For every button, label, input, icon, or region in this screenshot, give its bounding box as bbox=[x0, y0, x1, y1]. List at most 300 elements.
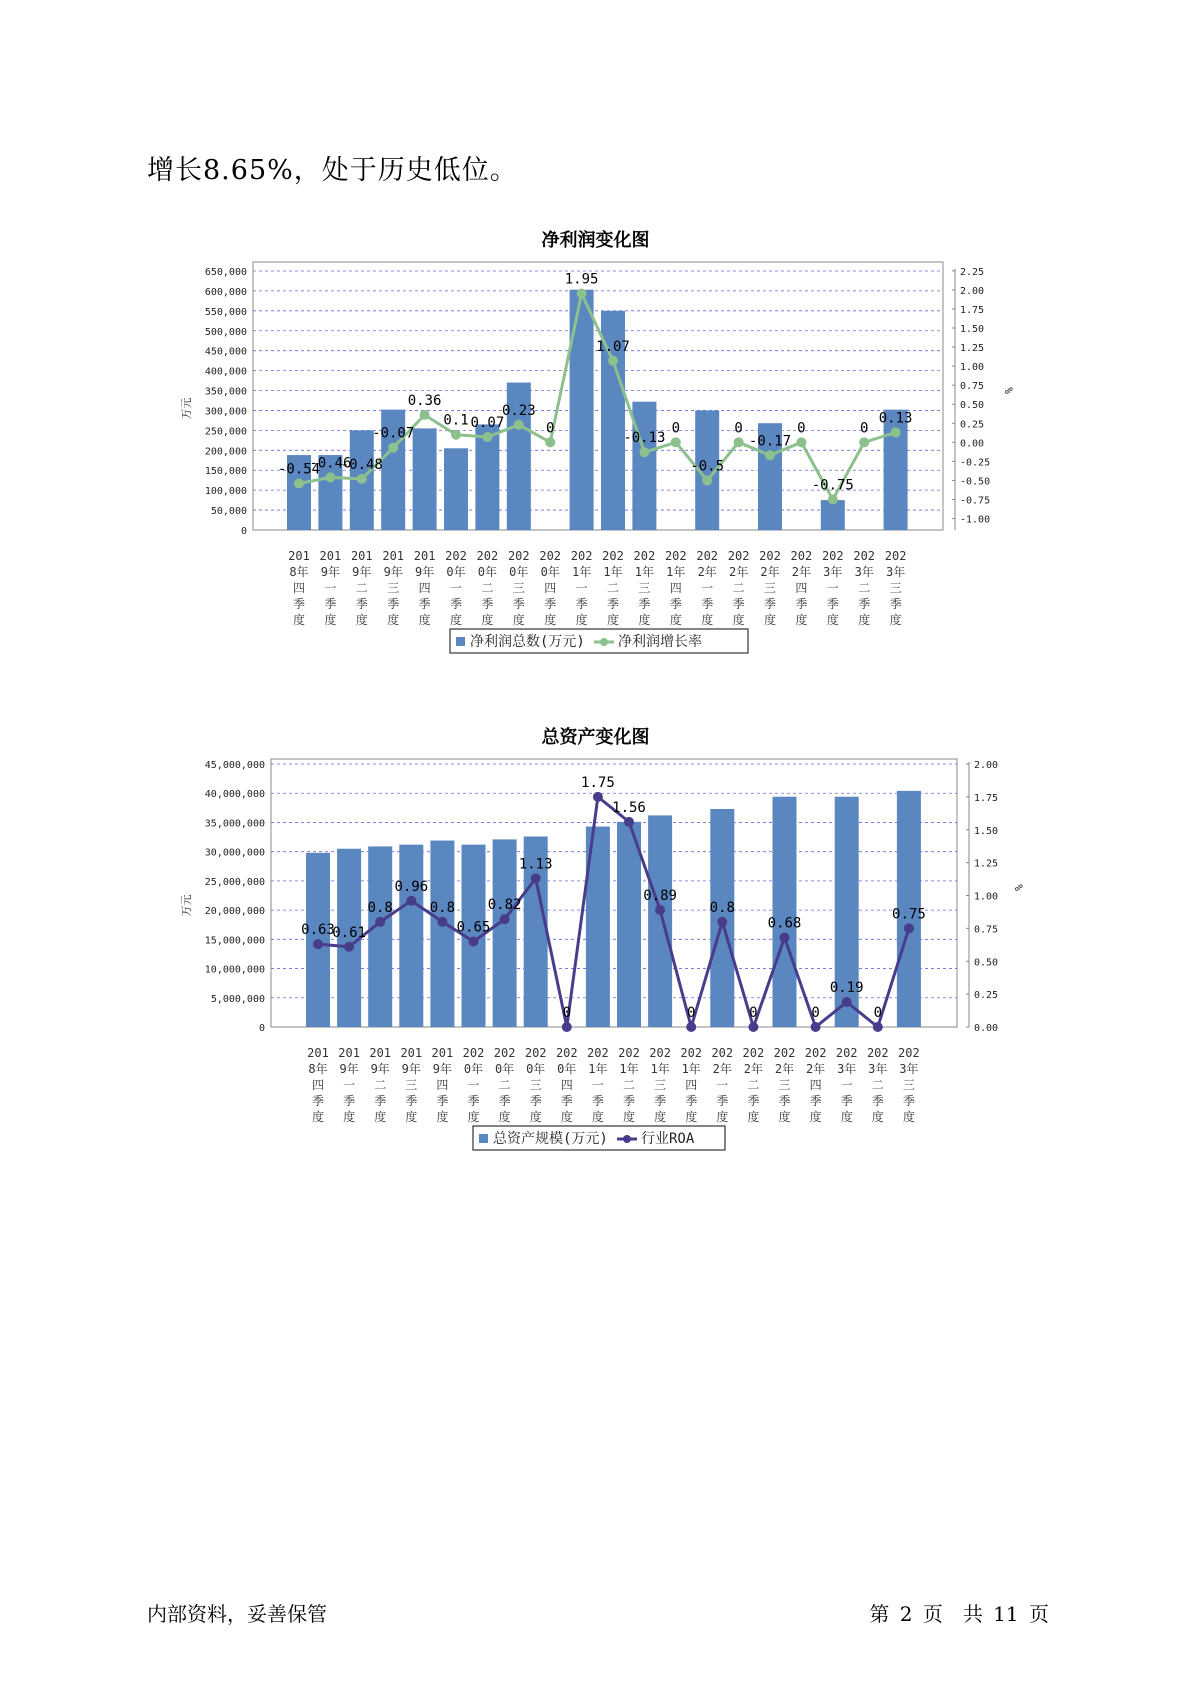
x-tick-label: 2年 bbox=[760, 565, 780, 579]
x-tick-label: 202 bbox=[696, 549, 719, 563]
x-tick-label: 季 bbox=[481, 597, 494, 611]
x-tick-label: 3年 bbox=[823, 565, 843, 579]
line-point bbox=[842, 997, 852, 1007]
x-tick-label: 度 bbox=[498, 1110, 511, 1124]
x-tick-label: 二 bbox=[858, 581, 871, 595]
x-tick-label: 季 bbox=[701, 597, 714, 611]
data-label: 0.75 bbox=[892, 906, 926, 923]
line-point bbox=[593, 792, 603, 802]
y-tick-label: 100,000 bbox=[204, 486, 247, 498]
line-point bbox=[891, 427, 901, 437]
x-tick-label: 0年 bbox=[477, 565, 498, 579]
y2-tick-label: 0.25 bbox=[974, 990, 999, 1002]
x-tick-label: 8年 bbox=[289, 565, 309, 579]
x-tick-label: 度 bbox=[467, 1110, 480, 1124]
data-label: 1.56 bbox=[612, 799, 646, 816]
x-tick-label: 度 bbox=[544, 613, 557, 627]
x-tick-label: 一 bbox=[826, 581, 839, 595]
x-tick-label: 度 bbox=[418, 613, 431, 627]
x-tick-label: 202 bbox=[524, 1046, 547, 1060]
net-profit-chart bbox=[0, 250, 1191, 680]
line-point bbox=[655, 905, 665, 915]
x-tick-label: 202 bbox=[539, 549, 562, 563]
x-tick-label: 1年 bbox=[650, 1062, 670, 1076]
x-tick-label: 9年 bbox=[414, 565, 435, 579]
x-tick-label: 季 bbox=[716, 1094, 729, 1108]
x-tick-label: 201 bbox=[400, 1046, 423, 1060]
intro-paragraph: 增长8.65%，处于历史低位。 bbox=[147, 155, 518, 186]
x-tick-label: 2年 bbox=[743, 1062, 764, 1076]
x-tick-label: 1年 bbox=[666, 565, 686, 579]
data-label: -0.75 bbox=[811, 477, 854, 494]
x-tick-label: 201 bbox=[288, 549, 310, 563]
data-label: -0.46 bbox=[309, 455, 352, 472]
x-tick-label: 度 bbox=[311, 1110, 325, 1124]
line-point bbox=[765, 450, 775, 460]
x-tick-label: 201 bbox=[382, 549, 405, 563]
y-tick-label: 0 bbox=[240, 526, 247, 537]
x-tick-label: 202 bbox=[570, 549, 593, 563]
x-tick-label: 度 bbox=[387, 613, 400, 627]
x-tick-label: 202 bbox=[587, 1046, 609, 1060]
data-label: 0.23 bbox=[501, 402, 536, 419]
x-tick-label: 度 bbox=[716, 1110, 729, 1124]
data-label: 0.61 bbox=[332, 924, 366, 941]
y2-tick-label: 1.25 bbox=[960, 343, 985, 355]
y-tick-label: 350,000 bbox=[204, 386, 247, 398]
data-label: 0.65 bbox=[456, 919, 491, 936]
line-point bbox=[639, 447, 649, 457]
y-tick-label: 400,000 bbox=[204, 366, 247, 378]
data-label: 0 bbox=[797, 420, 806, 437]
x-tick-label: 季 bbox=[871, 1094, 884, 1108]
bar bbox=[617, 822, 641, 1027]
x-tick-label: 3年 bbox=[837, 1062, 857, 1076]
data-label: 0.8 bbox=[429, 899, 456, 916]
x-tick-label: 度 bbox=[826, 613, 839, 627]
line-point bbox=[702, 475, 712, 485]
x-tick-label: 一 bbox=[575, 581, 588, 595]
total-assets-chart bbox=[0, 747, 1191, 1177]
line-point bbox=[811, 1022, 821, 1032]
x-tick-label: 2年 bbox=[774, 1062, 795, 1076]
bar bbox=[444, 448, 468, 530]
data-label: 1.13 bbox=[518, 856, 553, 873]
data-label: 0 bbox=[873, 1005, 883, 1021]
y2-tick-label: 2.00 bbox=[974, 760, 999, 771]
x-tick-label: 二 bbox=[871, 1078, 884, 1092]
x-tick-label: 202 bbox=[633, 549, 656, 563]
x-tick-label: 0年 bbox=[494, 1062, 515, 1076]
x-tick-label: 四 bbox=[809, 1078, 822, 1092]
x-tick-label: 202 bbox=[835, 1046, 858, 1060]
y2-tick-label: -0.25 bbox=[960, 457, 991, 469]
x-tick-label: 度 bbox=[858, 613, 871, 627]
data-label: 0.8 bbox=[367, 899, 393, 916]
y-tick-label: 250,000 bbox=[204, 426, 247, 438]
x-tick-label: 度 bbox=[795, 613, 808, 627]
x-tick-label: 2年 bbox=[791, 565, 812, 579]
x-tick-label: 8年 bbox=[308, 1062, 328, 1076]
x-tick-label: 三 bbox=[778, 1078, 791, 1092]
x-tick-label: 季 bbox=[826, 597, 839, 611]
x-tick-label: 9年 bbox=[352, 565, 372, 579]
line-point bbox=[325, 472, 335, 482]
x-tick-label: 四 bbox=[418, 581, 431, 595]
x-tick-label: 一 bbox=[840, 1078, 853, 1092]
x-tick-label: 四 bbox=[436, 1078, 449, 1092]
y2-tick-label: 2.00 bbox=[960, 285, 985, 297]
x-tick-label: 202 bbox=[866, 1046, 889, 1060]
data-label: 0.8 bbox=[709, 899, 735, 916]
x-tick-label: 季 bbox=[763, 597, 777, 611]
x-tick-label: 季 bbox=[747, 1094, 760, 1108]
line-point bbox=[828, 495, 838, 505]
x-tick-label: 三 bbox=[889, 581, 902, 595]
line-point bbox=[437, 917, 447, 927]
x-tick-label: 季 bbox=[418, 597, 431, 611]
y-tick-label: 5,000,000 bbox=[210, 993, 265, 1005]
x-tick-label: 度 bbox=[763, 613, 777, 627]
line-point bbox=[313, 939, 323, 949]
x-tick-label: 度 bbox=[481, 613, 494, 627]
legend bbox=[473, 1126, 725, 1150]
legend-swatch-bar bbox=[479, 1134, 488, 1143]
x-tick-label: 度 bbox=[529, 1110, 542, 1124]
x-tick-label: 一 bbox=[591, 1078, 604, 1092]
data-label: -0.48 bbox=[340, 456, 383, 473]
x-tick-label: 一 bbox=[449, 581, 463, 595]
x-tick-label: 202 bbox=[664, 549, 687, 563]
line-point bbox=[514, 420, 524, 430]
chart-title-total-assets: 总资产变化图 bbox=[541, 727, 650, 748]
x-tick-label: 三 bbox=[763, 581, 777, 595]
x-tick-label: 202 bbox=[853, 549, 876, 563]
x-tick-label: 3年 bbox=[854, 565, 874, 579]
x-tick-label: 2年 bbox=[712, 1062, 732, 1076]
data-label: -0.54 bbox=[277, 461, 321, 478]
y-tick-label: 600,000 bbox=[204, 286, 247, 298]
data-label: -0.5 bbox=[690, 458, 725, 475]
line-point bbox=[748, 1022, 758, 1032]
x-tick-label: 度 bbox=[436, 1110, 449, 1124]
y2-tick-label: 1.25 bbox=[974, 858, 999, 870]
line-point bbox=[406, 896, 416, 906]
x-tick-label: 季 bbox=[685, 1094, 698, 1108]
x-tick-label: 度 bbox=[575, 613, 588, 627]
x-tick-label: 度 bbox=[685, 1110, 698, 1124]
y2-tick-label: 1.00 bbox=[960, 362, 985, 374]
x-tick-label: 二 bbox=[606, 581, 620, 595]
line-point bbox=[717, 917, 727, 927]
data-label: 0.89 bbox=[643, 887, 677, 904]
x-tick-label: 1年 bbox=[681, 1062, 701, 1076]
x-tick-label: 三 bbox=[387, 581, 400, 595]
x-tick-label: 1年 bbox=[588, 1062, 608, 1076]
line-point bbox=[796, 437, 806, 447]
x-tick-label: 季 bbox=[622, 1094, 636, 1108]
legend bbox=[450, 629, 748, 653]
x-tick-label: 二 bbox=[374, 1078, 387, 1092]
bar bbox=[413, 428, 437, 530]
x-tick-label: 季 bbox=[405, 1094, 418, 1108]
x-tick-label: 四 bbox=[795, 581, 808, 595]
x-tick-label: 季 bbox=[654, 1094, 667, 1108]
line-point bbox=[904, 923, 914, 933]
x-tick-label: 四 bbox=[544, 581, 557, 595]
x-tick-label: 201 bbox=[307, 1046, 329, 1060]
footer-page-number: 第 2 页 共 11 页 bbox=[869, 1602, 1049, 1626]
line-point bbox=[500, 914, 510, 924]
y2-tick-label: 0.25 bbox=[960, 419, 985, 431]
y-tick-label: 25,000,000 bbox=[204, 876, 265, 888]
x-tick-label: 202 bbox=[507, 549, 530, 563]
x-tick-label: 季 bbox=[889, 597, 902, 611]
footer-confidential: 内部资料，妥善保管 bbox=[147, 1602, 327, 1626]
y2-tick-label: 0.50 bbox=[974, 957, 999, 969]
x-tick-label: 季 bbox=[902, 1094, 915, 1108]
y-tick-label: 450,000 bbox=[204, 346, 247, 358]
x-tick-label: 季 bbox=[669, 597, 682, 611]
x-tick-label: 季 bbox=[529, 1094, 542, 1108]
x-tick-label: 季 bbox=[292, 597, 306, 611]
y-tick-label: 15,000,000 bbox=[204, 935, 265, 947]
x-tick-label: 四 bbox=[669, 581, 682, 595]
x-tick-label: 季 bbox=[732, 597, 745, 611]
bar bbox=[430, 841, 454, 1027]
x-tick-label: 1年 bbox=[634, 565, 655, 579]
data-label: 0.68 bbox=[767, 915, 802, 932]
x-tick-label: 季 bbox=[311, 1094, 325, 1108]
bar bbox=[399, 845, 423, 1027]
x-tick-label: 2年 bbox=[805, 1062, 826, 1076]
x-tick-label: 二 bbox=[732, 581, 745, 595]
data-label: 0 bbox=[734, 420, 743, 437]
x-tick-label: 季 bbox=[436, 1094, 449, 1108]
x-tick-label: 202 bbox=[555, 1046, 578, 1060]
x-tick-label: 201 bbox=[431, 1046, 454, 1060]
data-label: 0 bbox=[811, 1005, 820, 1021]
x-tick-label: 度 bbox=[405, 1110, 418, 1124]
line-point bbox=[562, 1022, 572, 1032]
x-tick-label: 一 bbox=[701, 581, 714, 595]
x-tick-label: 季 bbox=[638, 597, 651, 611]
line-point bbox=[357, 474, 367, 484]
x-tick-label: 1年 bbox=[619, 1062, 639, 1076]
legend-label-line: 净利润增长率 bbox=[618, 634, 702, 650]
data-label: 0.1 bbox=[443, 412, 469, 429]
y2-tick-label: -0.75 bbox=[960, 495, 991, 507]
x-tick-label: 度 bbox=[512, 613, 525, 627]
y-tick-label: 35,000,000 bbox=[204, 818, 265, 830]
x-tick-label: 202 bbox=[898, 1046, 920, 1060]
y-tick-label: 0 bbox=[258, 1023, 265, 1034]
x-tick-label: 季 bbox=[498, 1094, 511, 1108]
x-tick-label: 季 bbox=[575, 597, 588, 611]
line-point bbox=[469, 937, 479, 947]
data-label: 1.95 bbox=[564, 271, 599, 288]
y2-tick-label: -0.50 bbox=[960, 476, 991, 488]
x-tick-label: 9年 bbox=[320, 565, 341, 579]
line-point bbox=[671, 437, 681, 447]
x-tick-label: 度 bbox=[809, 1110, 822, 1124]
y-tick-label: 30,000,000 bbox=[204, 847, 265, 859]
data-label: 0 bbox=[562, 1005, 572, 1021]
x-tick-label: 三 bbox=[638, 581, 651, 595]
x-tick-label: 2年 bbox=[697, 565, 717, 579]
legend-swatch-marker bbox=[623, 1135, 631, 1143]
line-point bbox=[545, 437, 555, 447]
x-tick-label: 二 bbox=[481, 581, 494, 595]
x-tick-label: 201 bbox=[338, 1046, 360, 1060]
y2-tick-label: 0.75 bbox=[960, 381, 985, 393]
x-tick-label: 201 bbox=[350, 549, 373, 563]
x-tick-label: 二 bbox=[355, 581, 368, 595]
y-tick-label: 550,000 bbox=[204, 306, 247, 318]
x-tick-label: 202 bbox=[773, 1046, 796, 1060]
data-label: 0 bbox=[545, 420, 555, 437]
data-label: 0.82 bbox=[487, 897, 522, 914]
x-tick-label: 度 bbox=[374, 1110, 387, 1124]
x-tick-label: 度 bbox=[654, 1110, 667, 1124]
bar bbox=[570, 290, 594, 530]
x-tick-label: 202 bbox=[602, 549, 624, 563]
data-label: 0.07 bbox=[470, 414, 505, 431]
line-point bbox=[482, 432, 492, 442]
data-label: 0.96 bbox=[394, 878, 429, 895]
x-tick-label: 1年 bbox=[603, 565, 623, 579]
x-tick-label: 202 bbox=[476, 549, 499, 563]
x-tick-label: 四 bbox=[292, 581, 306, 595]
x-tick-label: 度 bbox=[638, 613, 651, 627]
y-tick-label: 500,000 bbox=[204, 326, 247, 338]
data-label: 0.63 bbox=[301, 922, 335, 939]
y2-tick-label: 1.00 bbox=[974, 891, 999, 903]
y2-tick-label: -1.00 bbox=[960, 514, 991, 526]
x-tick-label: 度 bbox=[669, 613, 682, 627]
x-tick-label: 二 bbox=[622, 1078, 636, 1092]
x-tick-label: 三 bbox=[902, 1078, 915, 1092]
x-tick-label: 季 bbox=[606, 597, 620, 611]
y2-tick-label: 0.00 bbox=[974, 1023, 999, 1034]
x-tick-label: 9年 bbox=[401, 1062, 421, 1076]
x-tick-label: 季 bbox=[467, 1094, 480, 1108]
x-tick-label: 一 bbox=[343, 1078, 356, 1092]
x-tick-label: 度 bbox=[324, 613, 337, 627]
line-point bbox=[420, 410, 430, 420]
line-point bbox=[577, 289, 587, 299]
x-tick-label: 0年 bbox=[540, 565, 560, 579]
x-tick-label: 202 bbox=[462, 1046, 485, 1060]
bar bbox=[368, 846, 392, 1027]
data-label: 1.07 bbox=[596, 338, 630, 355]
y2-tick-label: 1.50 bbox=[960, 323, 985, 335]
x-tick-label: 二 bbox=[747, 1078, 760, 1092]
x-tick-label: 度 bbox=[292, 613, 306, 627]
bar bbox=[632, 402, 656, 530]
x-tick-label: 季 bbox=[795, 597, 808, 611]
data-label: 0 bbox=[749, 1005, 758, 1021]
x-tick-label: 季 bbox=[387, 597, 400, 611]
x-tick-label: 度 bbox=[889, 613, 902, 627]
chart-title-net-profit: 净利润变化图 bbox=[541, 230, 650, 251]
x-tick-label: 二 bbox=[498, 1078, 511, 1092]
data-label: 0.19 bbox=[829, 980, 864, 997]
y-axis-label: 万元 bbox=[180, 894, 193, 917]
y-tick-label: 20,000,000 bbox=[204, 906, 265, 918]
y2-tick-label: 0.00 bbox=[960, 438, 985, 450]
x-tick-label: 0年 bbox=[463, 1062, 484, 1076]
line-point bbox=[388, 443, 398, 453]
x-tick-label: 3年 bbox=[868, 1062, 888, 1076]
x-tick-label: 季 bbox=[809, 1094, 822, 1108]
x-tick-label: 202 bbox=[804, 1046, 827, 1060]
y2-tick-label: 1.75 bbox=[974, 792, 999, 804]
x-tick-label: 201 bbox=[369, 1046, 392, 1060]
data-label: 0 bbox=[859, 420, 869, 437]
x-tick-label: 2年 bbox=[728, 565, 749, 579]
x-tick-label: 三 bbox=[654, 1078, 667, 1092]
x-tick-label: 0年 bbox=[509, 565, 529, 579]
x-tick-label: 9年 bbox=[339, 1062, 359, 1076]
line-point bbox=[344, 942, 354, 952]
x-tick-label: 202 bbox=[759, 549, 781, 563]
x-tick-label: 度 bbox=[449, 613, 463, 627]
y-tick-label: 45,000,000 bbox=[204, 760, 265, 771]
x-tick-label: 一 bbox=[324, 581, 337, 595]
x-tick-label: 202 bbox=[493, 1046, 516, 1060]
x-tick-label: 202 bbox=[884, 549, 907, 563]
x-tick-label: 季 bbox=[449, 597, 463, 611]
legend-label-bar: 净利润总数(万元) bbox=[470, 634, 585, 650]
x-tick-label: 度 bbox=[355, 613, 368, 627]
data-label: -0.07 bbox=[372, 425, 415, 442]
x-tick-label: 三 bbox=[405, 1078, 418, 1092]
legend-swatch-marker bbox=[600, 638, 608, 646]
legend-label-bar: 总资产规模(万元) bbox=[493, 1131, 608, 1147]
x-tick-label: 季 bbox=[560, 1094, 573, 1108]
x-tick-label: 三 bbox=[512, 581, 525, 595]
y-tick-label: 200,000 bbox=[204, 446, 247, 458]
y2-axis-label: % bbox=[1002, 387, 1015, 394]
x-tick-label: 季 bbox=[840, 1094, 853, 1108]
y-axis-label: 万元 bbox=[180, 397, 193, 420]
x-tick-label: 202 bbox=[790, 549, 813, 563]
y-tick-label: 300,000 bbox=[204, 406, 247, 418]
x-tick-label: 9年 bbox=[383, 565, 403, 579]
x-tick-label: 度 bbox=[591, 1110, 604, 1124]
x-tick-label: 202 bbox=[649, 1046, 671, 1060]
line-point bbox=[531, 873, 541, 883]
x-tick-label: 202 bbox=[680, 1046, 703, 1060]
x-tick-label: 9年 bbox=[432, 1062, 453, 1076]
x-tick-label: 季 bbox=[512, 597, 525, 611]
line-point bbox=[873, 1022, 883, 1032]
legend-label-line: 行业ROA bbox=[641, 1131, 695, 1147]
y2-tick-label: 1.75 bbox=[960, 304, 985, 316]
data-label: -0.13 bbox=[623, 430, 666, 447]
x-tick-label: 201 bbox=[413, 549, 436, 563]
x-tick-label: 202 bbox=[445, 549, 467, 563]
y-tick-label: 40,000,000 bbox=[204, 789, 265, 801]
x-tick-label: 四 bbox=[560, 1078, 573, 1092]
x-tick-label: 季 bbox=[778, 1094, 791, 1108]
x-tick-label: 0年 bbox=[557, 1062, 577, 1076]
y-tick-label: 150,000 bbox=[204, 466, 247, 478]
x-tick-label: 202 bbox=[618, 1046, 640, 1060]
y-tick-label: 10,000,000 bbox=[204, 964, 265, 976]
x-tick-label: 202 bbox=[742, 1046, 765, 1060]
